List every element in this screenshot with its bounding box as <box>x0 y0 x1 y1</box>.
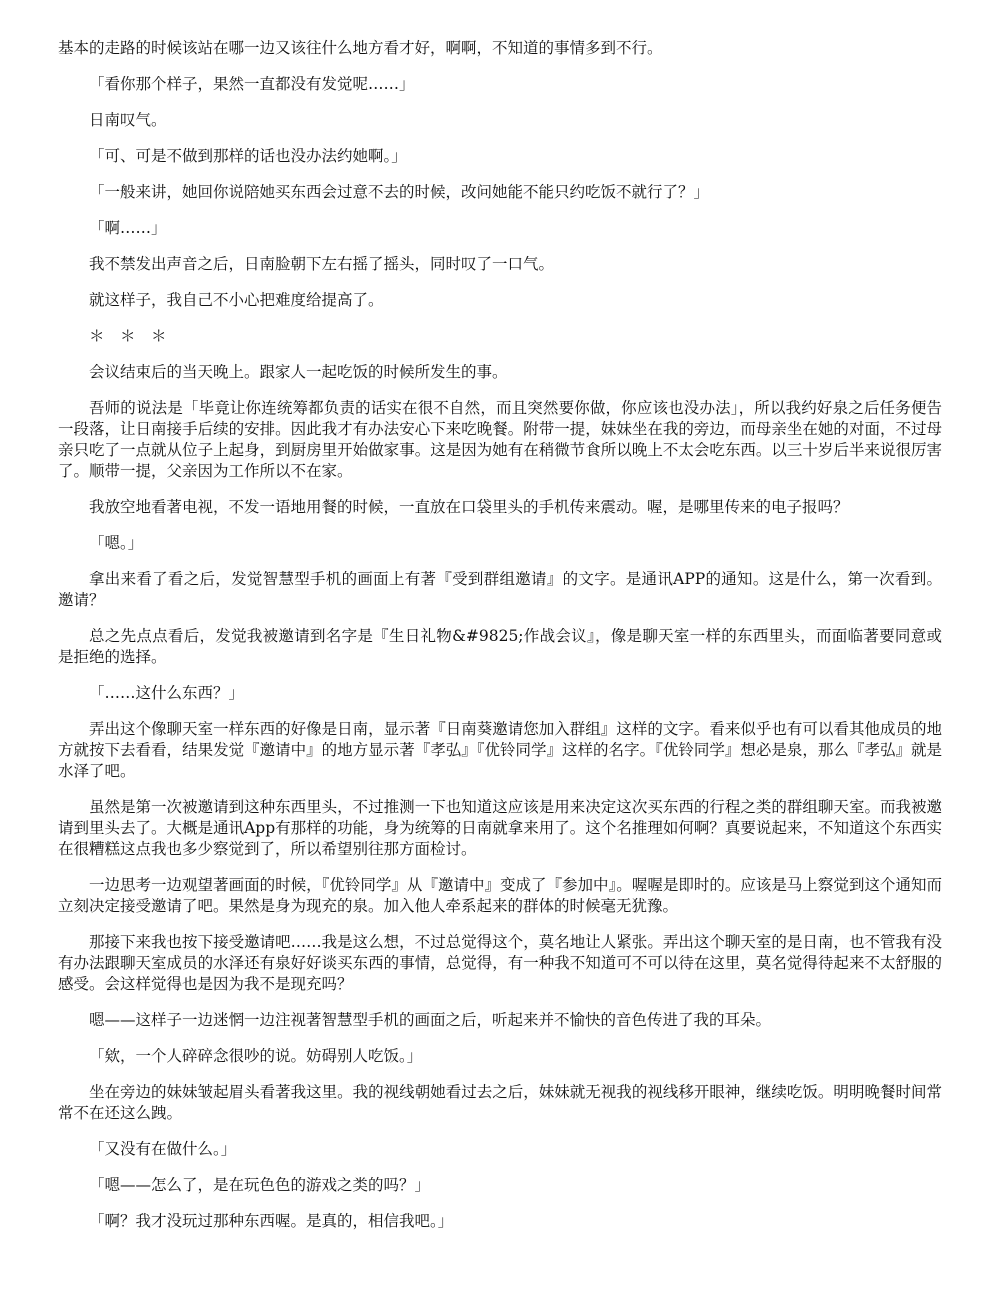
paragraph: 「看你那个样子，果然一直都没有发觉呢……」 <box>89 75 415 93</box>
paragraph: 弄出这个像聊天室一样东西的好像是日南，显示著『日南葵邀请您加入群组』这样的文字。看来似乎也有可以看其他成员的地方就按下去看看，结果发觉『邀请中』的地方显示著『孝弘』『优铃同学』这样的名字。『优铃同学』想必是泉，那么『孝弘』就是水泽了吧。 <box>58 720 942 780</box>
paragraph: 「可、可是不做到那样的话也没办法约她啊。」 <box>89 147 407 165</box>
paragraph: 虽然是第一次被邀请到这种东西里头，不过推测一下也知道这应该是用来决定这次买东西的行程之类的群组聊天室。而我被邀请到里头去了。大概是通讯App有那样的功能，身为统筹的日南就拿来用了。这个名推理如何啊？真要说起来，不知道这个东西实在很糟糕这点我也多少察觉到了，所以希望别往那方面检讨。 <box>58 798 942 858</box>
paragraph: 「嗯。」 <box>89 534 144 552</box>
paragraph: 「欸，一个人碎碎念很吵的说。妨碍别人吃饭。」 <box>89 1047 423 1065</box>
paragraph: 「一般来讲，她回你说陪她买东西会过意不去的时候，改问她能不能只约吃饭不就行了？」 <box>89 183 710 201</box>
paragraph: 「嗯——怎么了，是在玩色色的游戏之类的吗？」 <box>89 1176 431 1194</box>
paragraph: 我不禁发出声音之后，日南脸朝下左右摇了摇头，同时叹了一口气。 <box>89 255 555 273</box>
paragraph: 「啊？我才没玩过那种东西喔。是真的，相信我吧。」 <box>89 1212 454 1230</box>
paragraph: 一边思考一边观望著画面的时候，『优铃同学』从『邀请中』变成了『参加中』。喔喔是即时的。应该是马上察觉到这个通知而立刻决定接受邀请了吧。果然是身为现充的泉。加入他人牵系起来的群体的时候毫无犹豫。 <box>58 876 942 915</box>
paragraph: 嗯——这样子一边迷惘一边注视著智慧型手机的画面之后，听起来并不愉快的音色传进了我的耳朵。 <box>89 1011 772 1029</box>
paragraph: 「……这什么东西？」 <box>89 684 245 702</box>
paragraph: 总之先点点看后，发觉我被邀请到名字是『生日礼物&#9825;作战会议』，像是聊天室一样的东西里头，而面临著要同意或是拒绝的选择。 <box>58 627 942 666</box>
paragraph: 「啊……」 <box>89 219 167 237</box>
paragraph: 那接下来我也按下接受邀请吧……我是这么想，不过总觉得这个，莫名地让人紧张。弄出这个聊天室的是日南，也不管我有没有办法跟聊天室成员的水泽还有泉好好谈买东西的事情，总觉得，有一种我不知道可不可以待在这里，莫名觉得待起来不太舒服的感受。会这样觉得也是因为我不是现充吗？ <box>58 933 942 993</box>
paragraph: 坐在旁边的妹妹皱起眉头看著我这里。我的视线朝她看过去之后，妹妹就无视我的视线移开眼神，继续吃饭。明明晚餐时间常常不在还这么跩。 <box>58 1083 942 1122</box>
paragraph: 就这样子，我自己不小心把难度给提高了。 <box>89 291 384 309</box>
paragraph: 「又没有在做什么。」 <box>89 1140 237 1158</box>
paragraph: 基本的走路的时候该站在哪一边又该往什么地方看才好，啊啊，不知道的事情多到不行。 <box>58 39 663 57</box>
scene-break: ＊ ＊ ＊ <box>89 327 167 345</box>
paragraph: 会议结束后的当天晚上。跟家人一起吃饭的时候所发生的事。 <box>89 363 508 381</box>
paragraph: 吾师的说法是「毕竟让你连统筹都负责的话实在很不自然，而且突然要你做，你应该也没办法」，所以我约好泉之后任务便告一段落，让日南接手后续的安排。因此我才有办法安心下来吃晚餐。附带一提，妹妹坐在我的旁边，而母亲坐在她的对面，不过母亲只吃了一点就从位子上起身，到厨房里开始做家事。这是因为她有在稍微节食所以晚上不太会吃东西。以三十岁后半来说很厉害了。顺带一提，父亲因为工作所以不在家。 <box>58 399 942 480</box>
paragraph: 拿出来看了看之后，发觉智慧型手机的画面上有著『受到群组邀请』的文字。是通讯APP的通知。这是什么，第一次看到。邀请？ <box>58 570 942 609</box>
paragraph: 我放空地看著电视，不发一语地用餐的时候，一直放在口袋里头的手机传来震动。喔，是哪里传来的电子报吗？ <box>89 498 849 516</box>
paragraph: 日南叹气。 <box>89 111 167 129</box>
